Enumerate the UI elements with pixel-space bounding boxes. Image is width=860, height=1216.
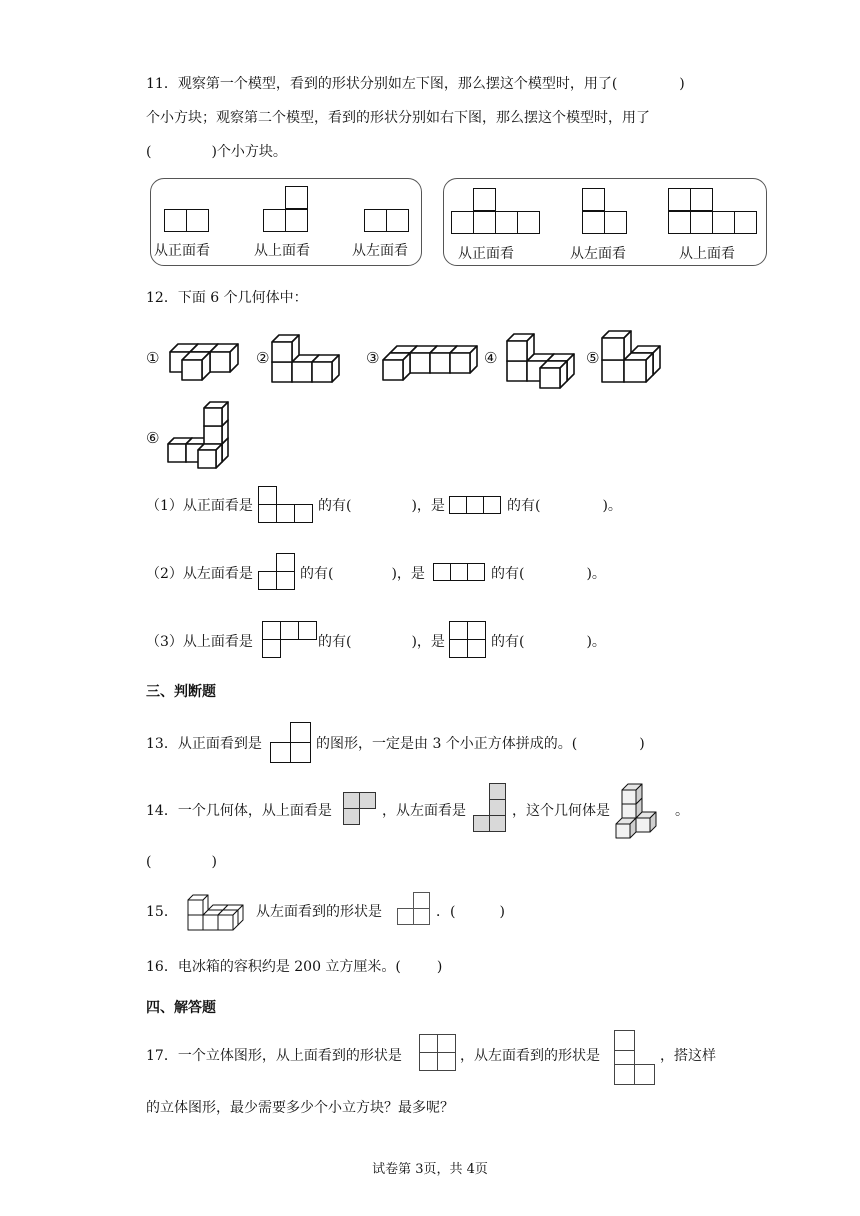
panel1-left-square [364, 209, 387, 232]
q14-post: ，这个几何体是 [512, 803, 610, 819]
q12-sub1-mid2: )，是 [411, 498, 445, 514]
q11-line3-open: ( [146, 144, 152, 160]
q15-prefix: 15． [146, 904, 178, 920]
q12-sub1-mid: 的有( [318, 498, 352, 514]
q12-sub1-prefix: （1）从正面看是 [146, 498, 253, 514]
sub3-shape-a-square [262, 639, 281, 658]
q14-paren [146, 852, 217, 872]
q14-top-square [343, 808, 360, 825]
q14-prefix: 14．一个几何体，从上面看是 [146, 803, 332, 819]
sub1-shape-a-square [258, 486, 277, 505]
sub3-shape-a-square [262, 621, 281, 640]
q15-post: ．( [436, 904, 456, 920]
sub2-shape-b-square [433, 563, 451, 581]
sub1-shape-b-square [449, 496, 467, 514]
q12-title: 12．下面 6 个几何体中： [146, 290, 308, 306]
q17-post: ，搭这样 [660, 1048, 716, 1064]
shape-marker-1: ① [146, 349, 160, 367]
panel1-front-square [164, 209, 187, 232]
q12-sub2-answer2 [491, 564, 606, 584]
panel2-top-square [690, 211, 713, 234]
q17-top-square [437, 1052, 456, 1071]
q17-left-square [634, 1064, 655, 1085]
q17-mid: ，从左面看到的形状是 [460, 1048, 600, 1064]
q12-sub2-post: 的有( [491, 566, 525, 582]
solid-5 [600, 324, 670, 384]
q16-text: 16．电冰箱的容积约是 200 立方厘米。( [146, 959, 401, 975]
q14-top-square [343, 792, 360, 809]
q14-solid [614, 776, 672, 840]
sub3-shape-a-square [298, 621, 317, 640]
panel2-label-front: 从正面看 [458, 246, 514, 262]
q12-sub1-answer [318, 496, 445, 516]
panel2-top-square [668, 188, 691, 211]
panel1-top-square [285, 186, 308, 209]
panel2-left-square [582, 211, 605, 234]
shape-marker-5: ⑤ [586, 349, 600, 367]
panel1-label-front: 从正面看 [154, 243, 210, 259]
q12-sub2-prefix: （2）从左面看是 [146, 566, 253, 582]
q12-sub2-end: )。 [586, 566, 606, 582]
q17-top-square [419, 1052, 438, 1071]
solid-1 [160, 320, 250, 382]
q11-line3 [146, 142, 287, 162]
shape-marker-3: ③ [366, 349, 380, 367]
panel2-top-square [690, 188, 713, 211]
q12-sub1-end: )。 [602, 498, 622, 514]
q16 [146, 957, 442, 977]
q13-shape-square [290, 722, 311, 743]
panel2-front-square [451, 211, 474, 234]
panel2-top-square [668, 211, 691, 234]
panel2-top-square [734, 211, 757, 234]
sub1-shape-a-square [276, 504, 295, 523]
panel2-left-square [582, 188, 605, 211]
panel2-front-square [473, 211, 496, 234]
sub1-shape-b-square [466, 496, 484, 514]
q12-sub3-answer [318, 632, 445, 652]
q11-line3-text: )个小方块。 [211, 144, 287, 160]
q14-mid: ，从左面看是 [382, 803, 466, 819]
sub2-shape-a-square [276, 571, 295, 590]
q12-sub2-mid: 的有( [300, 566, 334, 582]
panel1-front-square [186, 209, 209, 232]
q12-sub2-answer [300, 564, 425, 584]
sub1-shape-a-square [294, 504, 313, 523]
q13-text [316, 734, 645, 754]
q11-line1-close: ) [679, 76, 685, 92]
panel1-label-left: 从左面看 [352, 243, 408, 259]
solid-6 [160, 400, 242, 470]
panel2-label-top: 从上面看 [679, 246, 735, 262]
panel2-label-left: 从左面看 [570, 246, 626, 262]
q17-prefix: 17．一个立体图形，从上面看到的形状是 [146, 1048, 402, 1064]
panel2-top-square [712, 211, 735, 234]
q14-paren-open: ( [146, 854, 152, 870]
panel2-left-square [604, 211, 627, 234]
sub3-shape-b-square [467, 639, 486, 658]
sub1-shape-b-square [483, 496, 501, 514]
q14-top-square [359, 792, 376, 809]
q12-sub1-post: 的有( [507, 498, 541, 514]
sub3-shape-b-square [467, 621, 486, 640]
q14-left-square [489, 783, 506, 800]
q17-left-square [614, 1064, 635, 1085]
q17-top-square [437, 1034, 456, 1053]
q15-solid [186, 890, 254, 932]
sub2-shape-a-square [258, 571, 277, 590]
solid-4 [498, 320, 580, 390]
solid-3 [381, 326, 481, 382]
q17-left-square [614, 1030, 635, 1051]
q14-left-square [473, 815, 490, 832]
shape-marker-4: ④ [484, 349, 498, 367]
panel2-front-square [473, 188, 496, 211]
q15-end: ) [499, 904, 505, 920]
q14-left-square [489, 815, 506, 832]
q13-prefix: 13．从正面看到是 [146, 736, 262, 752]
shape-marker-6: ⑥ [146, 429, 160, 447]
panel1-top-square [263, 209, 286, 232]
q13-shape-square [290, 742, 311, 763]
q13-post: 的图形，一定是由 3 个小正方体拼成的。( [316, 736, 578, 752]
q12-sub1-answer2 [507, 496, 622, 516]
q12-sub3-mid2: )，是 [411, 634, 445, 650]
section-heading-solutions: 四、解答题 [146, 1000, 216, 1016]
q13-end: ) [639, 736, 645, 752]
q13-shape-square [270, 742, 291, 763]
solid-2 [270, 322, 362, 384]
panel1-label-top: 从上面看 [254, 243, 310, 259]
q17-top-square [419, 1034, 438, 1053]
sub3-shape-b-square [449, 639, 468, 658]
sub3-shape-a-square [280, 621, 299, 640]
q11-line2: 个小方块；观察第二个模型，看到的形状分别如右下图，那么摆这个模型时，用了 [146, 110, 650, 126]
sub3-shape-b-square [449, 621, 468, 640]
q14-paren-close: ) [211, 854, 217, 870]
panel2-front-square [517, 211, 540, 234]
q14-end: 。 [675, 803, 689, 819]
q16-end: ) [436, 959, 443, 975]
shape-marker-2: ② [256, 349, 270, 367]
q17-line2: 的立体图形，最少需要多少个小立方块？最多呢？ [146, 1100, 454, 1116]
q15-shape-square [397, 908, 414, 925]
q11-line1-text: 11．观察第一个模型，看到的形状分别如左下图，那么摆这个模型时，用了( [146, 76, 618, 92]
sub2-shape-b-square [450, 563, 468, 581]
q11-line1 [146, 74, 685, 94]
q15-shape-square [413, 892, 430, 909]
panel1-left-square [386, 209, 409, 232]
q15-text [436, 902, 505, 922]
sub2-shape-a-square [276, 553, 295, 572]
q12-sub3-post: 的有( [491, 634, 525, 650]
sub1-shape-a-square [258, 504, 277, 523]
q15-shape-square [413, 908, 430, 925]
q12-sub2-mid2: )，是 [391, 566, 425, 582]
sub2-shape-b-square [467, 563, 485, 581]
panel2-front-square [495, 211, 518, 234]
q12-sub3-answer2 [491, 632, 606, 652]
q15-mid: 从左面看到的形状是 [256, 904, 382, 920]
page-footer: 试卷第 3页，共 4页 [372, 1162, 488, 1177]
q12-sub3-prefix: （3）从上面看是 [146, 634, 253, 650]
q14-left-square [489, 799, 506, 816]
q12-sub3-mid: 的有( [318, 634, 352, 650]
q12-sub3-end: )。 [586, 634, 606, 650]
section-heading-judgement: 三、判断题 [146, 684, 216, 700]
panel1-top-square [285, 209, 308, 232]
